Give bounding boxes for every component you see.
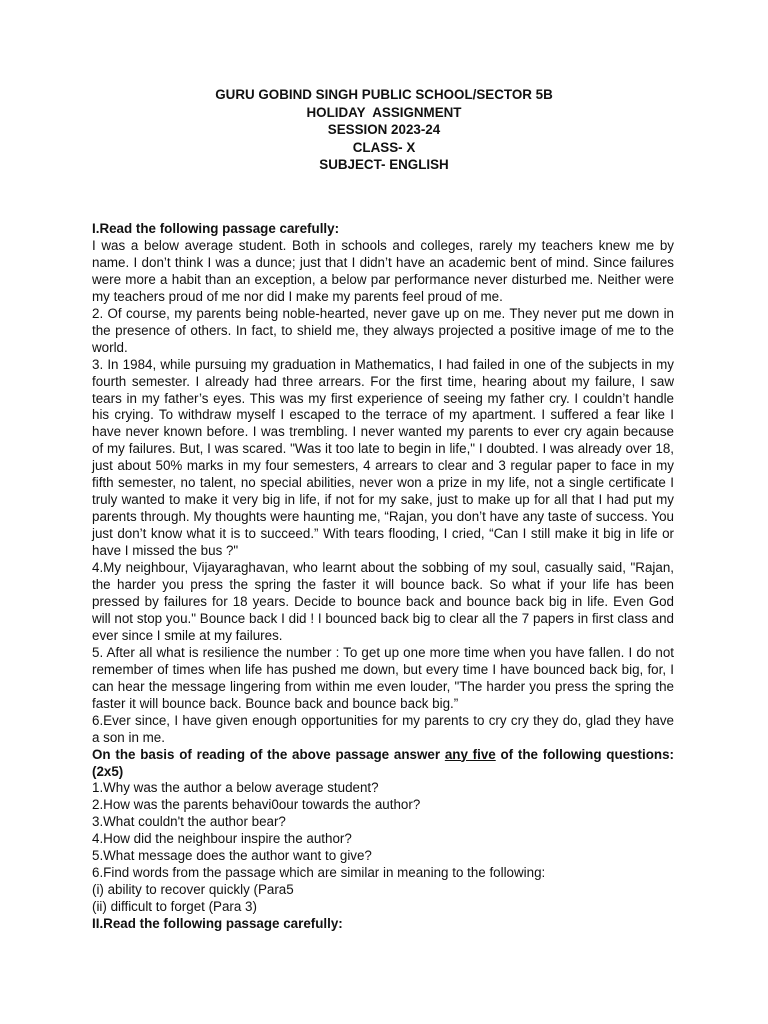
passage-paragraph-3: 3. In 1984, while pursuing my graduation in Mathematics, I had failed in one of the subjects in my fourth semester. I already had three arrears. For the first time, hearing about my failure, I saw tears in my father’s eyes. This was my first experience of seeing my father cry. I couldn’t handle his crying. To withdraw myself I escaped to the terrace of my apartment. I suffered a fear like I have never known before. I was trembling. I never wanted my parents to ever cry again because of my failures. But, I was scared. "Was it too late to begin in life," I doubted. I was already over 18, just about 50% marks in my four semesters, 4 arrears to clear and 3 regular paper to face in my fifth semester, no talent, no special abilities, never won a prize in my life, not a single certificate I truly wanted to make it very big in life, if not for my sake, just to make up for all that I had put my parents through. My thoughts were haunting me, “Rajan, you don’t have any taste of success. You just don’t know what it is to succeed.” With tears flooding, I cried, “Can I still make it big in life or have I missed the bus ?" <box>92 356 674 559</box>
subject-line: SUBJECT- ENGLISH <box>319 157 449 172</box>
passage-paragraph-1: I was a below average student. Both in schools and colleges, rarely my teachers knew me by name. I don’t think I was a dunce; just that I didn’t have an academic bent of mind. Since failures were more a habit than an exception, a below par performance never disturbed me. Neither were my teachers proud of me nor did I make my parents feel proud of me. <box>92 237 674 304</box>
questions-instruction <box>92 747 674 781</box>
passage-paragraph-6: 6.Ever since, I have given enough opportunities for my parents to cry cry they do, glad they have a son in me. <box>92 712 674 745</box>
question-2: 2.How was the parents behavi0our towards the author? <box>92 797 421 813</box>
section-1-heading: I.Read the following passage carefully: <box>92 221 340 236</box>
session-line: SESSION 2023-24 <box>327 122 441 137</box>
question-3: 3.What couldn't the author bear? <box>92 814 286 830</box>
document-body <box>92 221 674 933</box>
question-4: 4.How did the neighbour inspire the author? <box>92 831 352 847</box>
class-line: CLASS- X <box>352 139 416 155</box>
question-6-part-i: (i) ability to recover quickly (Para5 <box>92 882 294 898</box>
passage-paragraph-4: 4.My neighbour, Vijayaraghavan, who learnt about the sobbing of my soul, casually said, "Rajan, the harder you press the spring the faster it will bounce back. So what if your life has been pressed by failures for 18 years. Decide to bounce back and bounce back big in life. Even God will not stop you." Bounce back I did ! I bounced back big to clear all the 7 papers in first class and ever since I smile at my failures. <box>92 560 674 643</box>
question-6: 6.Find words from the passage which are similar in meaning to the following: <box>92 865 546 881</box>
instruction-text-post: of the following questions: (2x5) <box>92 746 674 779</box>
section-2-heading: II.Read the following passage carefully: <box>92 916 343 932</box>
document-header <box>0 86 768 174</box>
passage-paragraph-2: 2. Of course, my parents being noble-hearted, never gave up on me. They never put me down in the presence of others. In fact, to shield me, they always projected a positive image of me to the world. <box>92 305 674 355</box>
question-1: 1.Why was the author a below average student? <box>92 780 379 796</box>
passage-paragraph-5: 5. After all what is resilience the number : To get up one more time when you have fallen. I do not remember of times when life has pushed me down, but every time I have bounced back big, for, I can hear the message lingering from within me even louder, "The harder you press the spring the faster it will bounce back. Bounce back and bounce back big.” <box>92 644 674 711</box>
school-name: GURU GOBIND SINGH PUBLIC SCHOOL/SECTOR 5B <box>215 87 553 102</box>
question-6-part-ii: (ii) difficult to forget (Para 3) <box>92 899 257 915</box>
instruction-text-pre: On the basis of reading of the above passage answer <box>92 746 445 762</box>
assignment-title: HOLIDAY ASSIGNMENT <box>306 104 462 120</box>
instruction-any-five: any five <box>444 746 496 762</box>
question-5: 5.What message does the author want to give? <box>92 848 372 864</box>
